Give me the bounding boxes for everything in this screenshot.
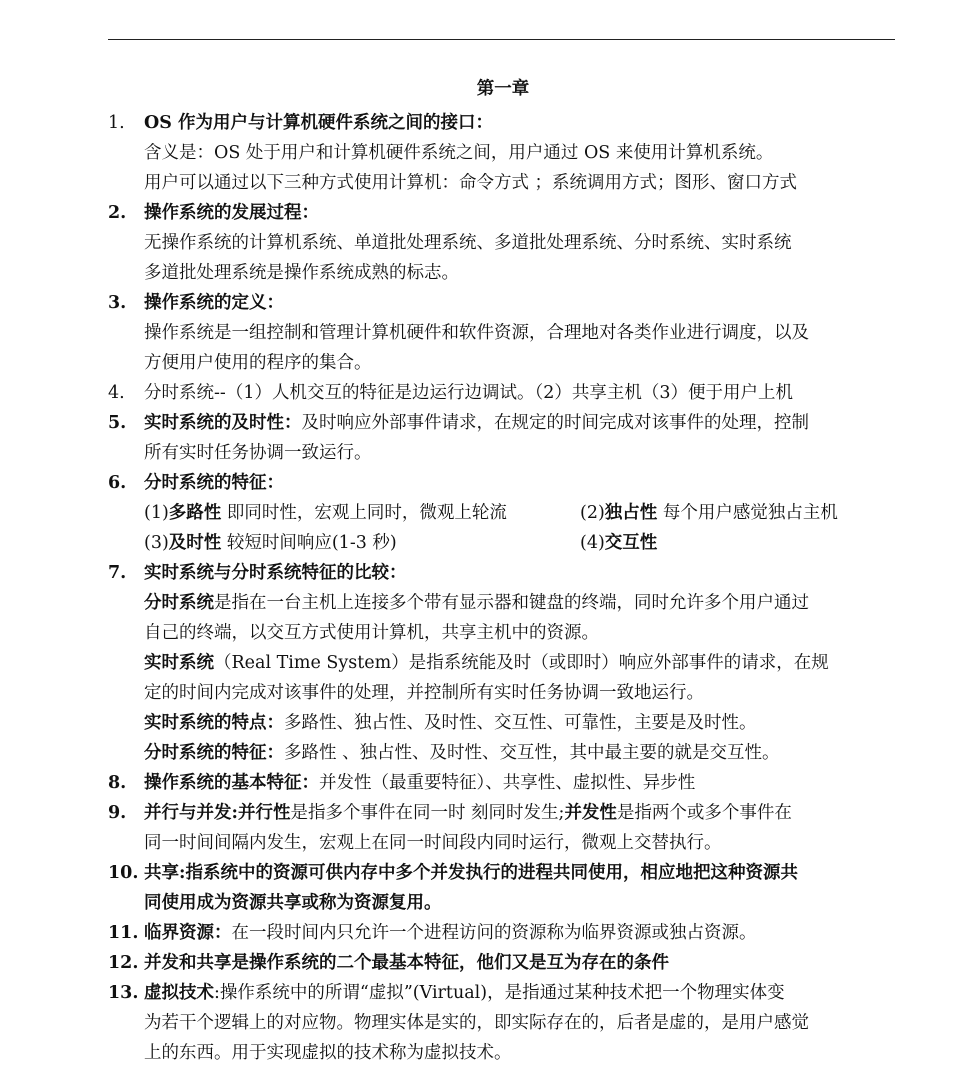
item-4: 4. 分时系统--（1）人机交互的特征是边运行边调试。（2）共享主机（3）便于用户上机 bbox=[108, 383, 793, 403]
item-13: 13. 虚拟技术:操作系统中的所谓“虚拟”(Virtual)，是指通过某种技术把一个物理实体变 bbox=[108, 983, 785, 1003]
item-7-b-line-1: 实时系统（Real Time System）是指系统能及时（或即时）响应外部事件的请求，在规 bbox=[144, 653, 829, 673]
document-page bbox=[108, 70, 898, 1068]
item-2-line-2: 多道批处理系统是操作系统成熟的标志。 bbox=[144, 263, 459, 283]
item-1-heading: 1. OS 作为用户与计算机硬件系统之间的接口： bbox=[108, 113, 493, 133]
item-2-heading: 2. 操作系统的发展过程： bbox=[108, 203, 319, 223]
item-8: 8. 操作系统的基本特征：并发性（最重要特征）、共享性、虚拟性、异步性 bbox=[108, 773, 696, 793]
item-7-a-line-1: 分时系统是指在一台主机上连接多个带有显示器和键盘的终端，同时允许多个用户通过 bbox=[144, 593, 809, 613]
item-7-c: 实时系统的特点：多路性、独占性、及时性、交互性、可靠性，主要是及时性。 bbox=[144, 713, 757, 733]
item-13-line-3: 上的东西。用于实现虚拟的技术称为虚拟技术。 bbox=[144, 1043, 512, 1063]
item-1-line-2: 用户可以通过以下三种方式使用计算机：命令方式 ；系统调用方式；图形、窗口方式 bbox=[144, 173, 798, 193]
item-11: 11. 临界资源：在一段时间内只允许一个进程访问的资源称为临界资源或独占资源。 bbox=[108, 923, 757, 943]
item-7-heading: 7. 实时系统与分时系统特征的比较： bbox=[108, 563, 407, 583]
chapter-title: 第一章 bbox=[476, 79, 530, 99]
item-3-line-1: 操作系统是一组控制和管理计算机硬件和软件资源，合理地对各类作业进行调度，以及 bbox=[144, 323, 809, 343]
item-6-heading: 6. 分时系统的特征： bbox=[108, 473, 284, 493]
item-7-b-line-2: 定的时间内完成对该事件的处理，并控制所有实时任务协调一致地运行。 bbox=[144, 683, 704, 703]
item-3-line-2: 方便用户使用的程序的集合。 bbox=[144, 353, 372, 373]
item-7-a-line-2: 自己的终端，以交互方式使用计算机，共享主机中的资源。 bbox=[144, 623, 599, 643]
item-5-line-2: 所有实时任务协调一致运行。 bbox=[144, 443, 372, 463]
item-10-line-2: 同使用成为资源共享或称为资源复用。 bbox=[144, 893, 442, 913]
item-10: 10. 共享:指系统中的资源可供内存中多个并发执行的进程共同使用，相应地把这种资源共 bbox=[108, 863, 798, 883]
item-6-features-row-1: (1)多路性 即同时性，宏观上同时，微观上轮流 (2)独占性 每个用户感觉独占主机 bbox=[144, 503, 838, 523]
item-13-line-2: 为若干个逻辑上的对应物。物理实体是实的，即实际存在的，后者是虚的，是用户感觉 bbox=[144, 1013, 809, 1033]
item-12: 12. 并发和共享是操作系统的二个最基本特征，他们又是互为存在的条件 bbox=[108, 953, 669, 973]
item-6-features-row-2: (3)及时性 较短时间响应(1-3 秒) (4)交互性 bbox=[144, 533, 658, 553]
item-9: 9. 并行与并发:并行性是指多个事件在同一时 刻同时发生;并发性是指两个或多个事件在 bbox=[108, 803, 792, 823]
item-7-d: 分时系统的特征：多路性 、独占性、及时性、交互性，其中最主要的就是交互性。 bbox=[144, 743, 780, 763]
item-3-heading: 3. 操作系统的定义： bbox=[108, 293, 284, 313]
item-2-line-1: 无操作系统的计算机系统、单道批处理系统、多道批处理系统、分时系统、实时系统 bbox=[144, 233, 792, 253]
item-9-line-2: 同一时间间隔内发生，宏观上在同一时间段内同时运行，微观上交替执行。 bbox=[144, 833, 722, 853]
item-1-line-1: 含义是：OS 处于用户和计算机硬件系统之间，用户通过 OS 来使用计算机系统。 bbox=[144, 143, 774, 163]
item-5: 5. 实时系统的及时性：及时响应外部事件请求，在规定的时间完成对该事件的处理，控制 bbox=[108, 413, 809, 433]
header-rule bbox=[108, 39, 895, 40]
